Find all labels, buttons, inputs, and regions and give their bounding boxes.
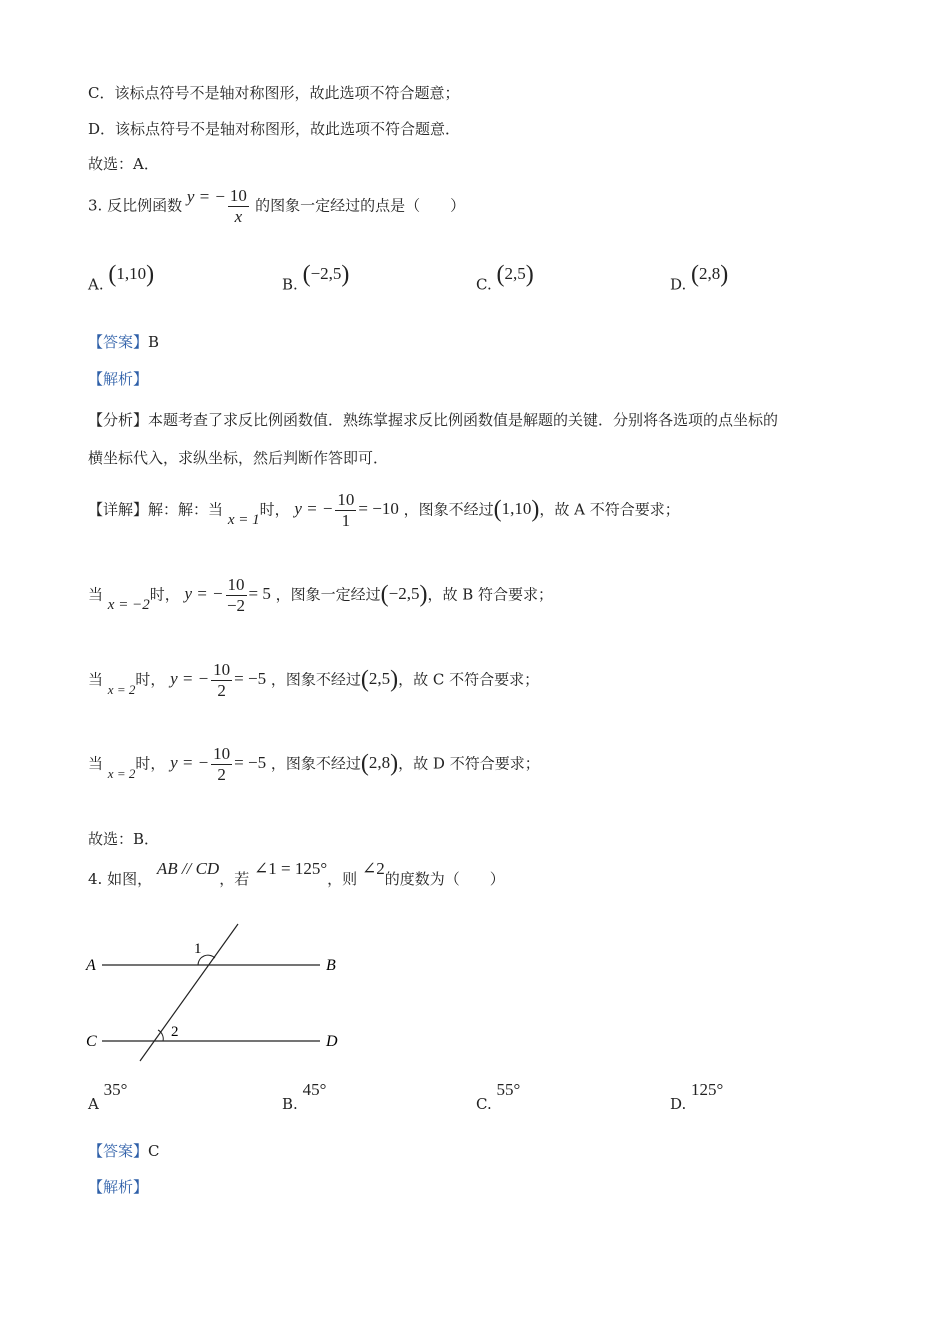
label-a: A (86, 957, 96, 974)
q4-option-a: A 35° (88, 1080, 128, 1113)
q4-option-d: D. 125° (670, 1080, 724, 1113)
prev-option-d: D．该标点符号不是轴对称图形，故此选项不符合题意． (88, 120, 461, 138)
q3-choose: 故选：B． (88, 830, 160, 848)
q3-detail-1: 【详解】解：解：当 x = 1时， y = − $\frac{10}{1}$ = −10 ，图象不经过(1,10)，故 A 不符合要求； (88, 490, 680, 530)
prev-choose: 故选：A． (88, 155, 159, 173)
q3-detail-4: 当 x = 2时， y = − $\frac{10}{2}$ = −5 ，图象不经过(2,8)，故 D 不符合要求； (88, 744, 540, 784)
q4-option-c: C. 55° (476, 1080, 521, 1113)
label-b: B (326, 957, 336, 974)
q3-fenxi: 【分析】本题考查了求反比例函数值．熟练掌握求反比例函数值是解题的关键．分别将各选项的点坐标的 (88, 411, 779, 429)
q3-jiexi: 【解析】 (88, 370, 149, 388)
q3-detail-2: 当 x = −2时， y = − $\frac{10}{-2}$ = 5 ，图象一定经过(−2,5)，故 B 符合要求； (88, 575, 554, 615)
q3-stem: 3. 反比例函数 y = − $\frac{10}{x}$ 的图象一定经过的点是（ ） (88, 186, 466, 226)
q3-option-a: A. (1,10) (88, 262, 155, 294)
q3-detail-3: 当 x = 2时， y = − $\frac{10}{2}$ = −5 ，图象不经过(2,5)，故 C 不符合要求； (88, 660, 540, 700)
q4-stem: 4. 如图， AB // CD，若 ∠1 = 125°，则 ∠2的度数为（ ） (88, 859, 505, 888)
label-1: 1 (194, 941, 202, 957)
label-c: C (86, 1033, 97, 1050)
q3-option-c: C. (2,5) (476, 262, 534, 294)
q3-option-b: B. (−2,5) (282, 262, 350, 294)
q4-figure (80, 918, 360, 1068)
q4-option-b: B. 45° (282, 1080, 327, 1113)
q3-function: y = − $\frac{10}{x}$ (186, 186, 247, 226)
q3-fenxi-2: 横坐标代入，求纵坐标，然后判断作答即可． (88, 449, 389, 467)
q3-option-d: D. (2,8) (670, 262, 729, 294)
prev-option-c: C．该标点符号不是轴对称图形，故此选项不符合题意； (88, 84, 460, 102)
q4-jiexi: 【解析】 (88, 1178, 149, 1196)
q3-answer: 【答案】B (88, 333, 160, 351)
label-d: D (326, 1033, 338, 1050)
q4-answer: 【答案】C (88, 1142, 160, 1160)
label-2: 2 (171, 1024, 179, 1040)
